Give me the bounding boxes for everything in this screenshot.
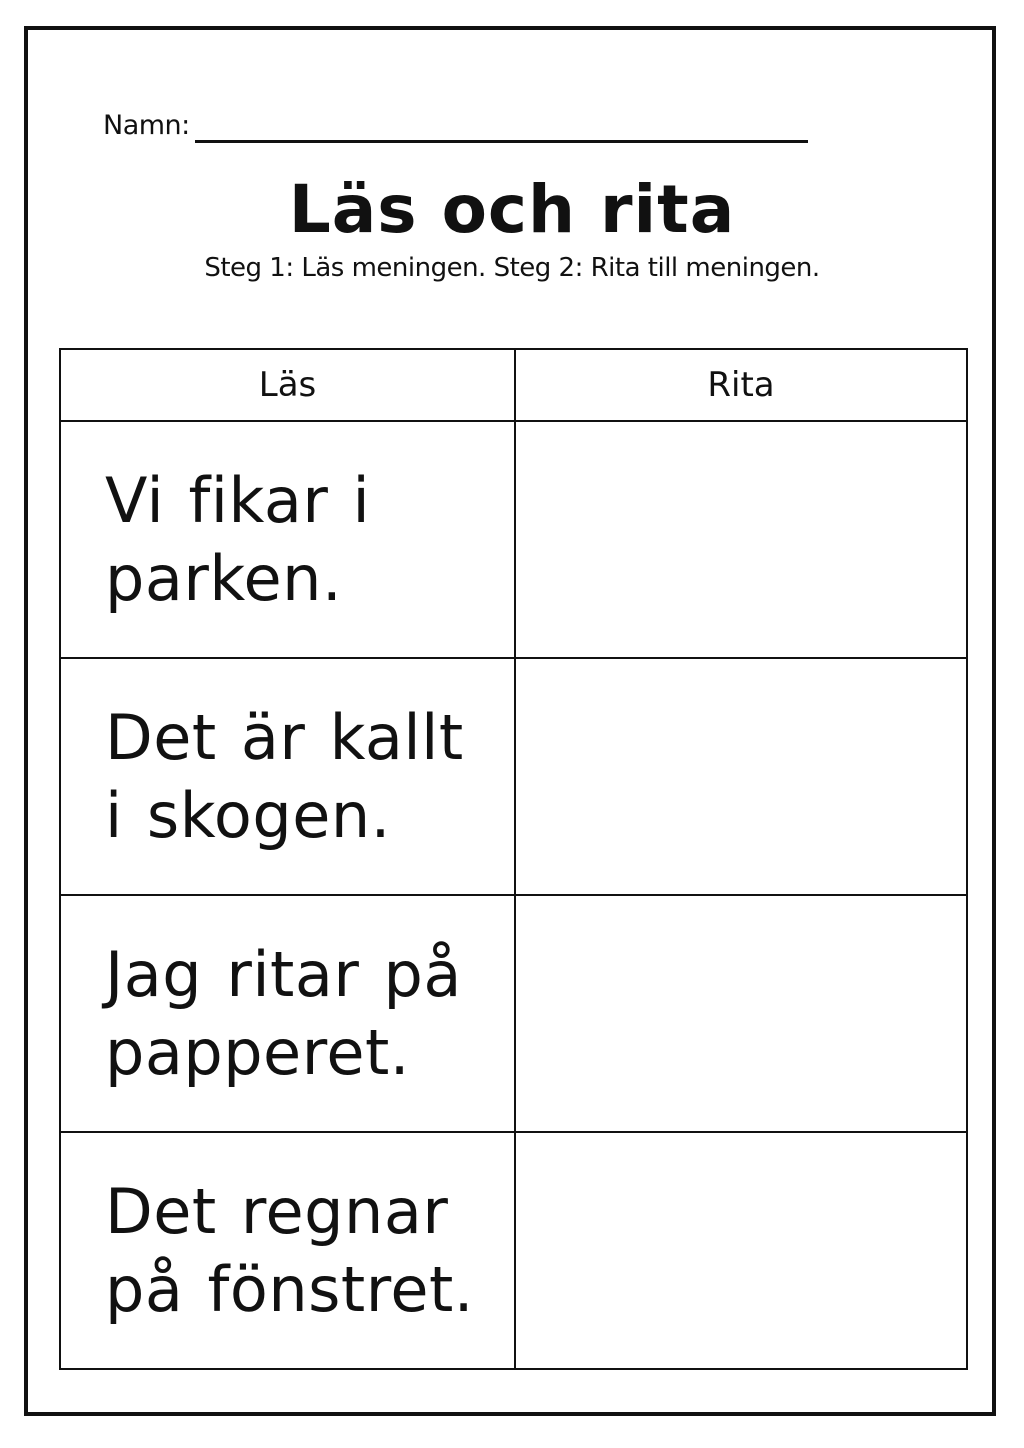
column-header-draw: Rita — [515, 349, 967, 421]
sentence-text: Jag ritar på papperet. — [105, 938, 462, 1089]
table-header-row — [60, 349, 967, 421]
sentence-text: Det regnar på fönstret. — [105, 1175, 475, 1326]
worksheet-instructions: Steg 1: Läs meningen. Steg 2: Rita till meningen. — [204, 253, 820, 283]
name-row — [103, 108, 813, 148]
read-draw-table — [59, 348, 968, 1370]
read-cell — [60, 421, 515, 658]
table-row — [60, 421, 967, 658]
name-label: Namn: — [103, 110, 190, 141]
table-row — [60, 895, 967, 1132]
read-cell — [60, 895, 515, 1132]
read-cell — [60, 658, 515, 895]
sentence-text: Det är kallt i skogen. — [105, 701, 464, 852]
read-cell — [60, 1132, 515, 1369]
draw-cell[interactable] — [515, 1132, 967, 1369]
draw-cell[interactable] — [515, 421, 967, 658]
column-header-read: Läs — [60, 349, 515, 421]
table-row — [60, 658, 967, 895]
name-write-line[interactable] — [195, 140, 808, 143]
draw-cell[interactable] — [515, 895, 967, 1132]
worksheet-title: Läs och rita — [288, 171, 736, 248]
draw-cell[interactable] — [515, 658, 967, 895]
sentence-text: Vi fikar i parken. — [105, 464, 371, 615]
table-row — [60, 1132, 967, 1369]
